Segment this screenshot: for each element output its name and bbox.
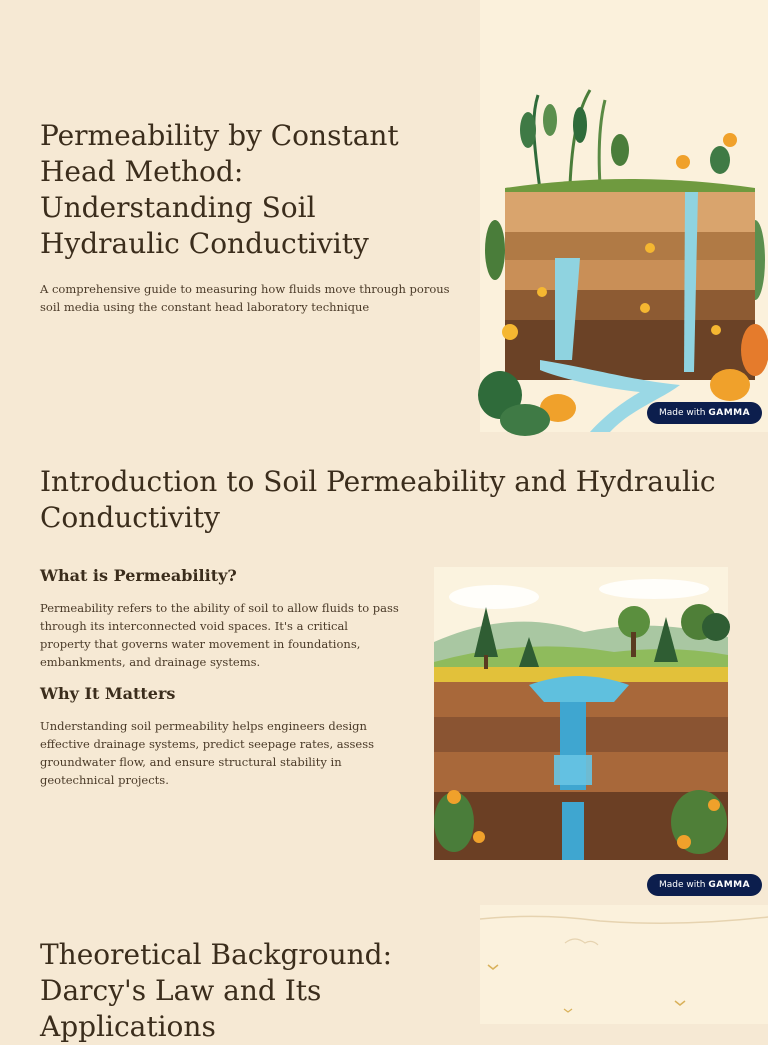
made-with-gamma-badge[interactable]: [647, 874, 762, 896]
gamma-logo: GAMMA: [708, 408, 751, 418]
what-is-permeability-body: Permeability refers to the ability of soil to allow fluids to pass through its interconnected void spaces. It's a critical property that governs water movement in foundations, embankments, and drainage systems.: [40, 601, 399, 669]
underground-water-illustration: [434, 567, 728, 860]
introduction-slide: [0, 448, 768, 903]
page-subtitle: A comprehensive guide to measuring how fluids move through porous soil media using the constant head laboratory technique: [40, 282, 450, 314]
badge-prefix: Made with: [659, 880, 706, 890]
section-title: Introduction to Soil Permeability and Hydraulic Conductivity: [40, 465, 716, 534]
sketch-landscape-illustration: [480, 905, 768, 1024]
why-it-matters-heading: Why It Matters: [40, 684, 176, 703]
title-slide: [0, 0, 768, 432]
made-with-gamma-badge[interactable]: [647, 402, 762, 424]
page-title: Permeability by Constant Head Method: Understanding Soil Hydraulic Conductivity: [40, 119, 399, 260]
section-title: Theoretical Background: Darcy's Law and Its Applications: [40, 938, 393, 1043]
why-it-matters-body: Understanding soil permeability helps engineers design effective drainage systems, predict seepage rates, assess groundwater flow, and ensure structural stability in geotechnical projects.: [40, 719, 375, 787]
soil-layers-illustration: [480, 0, 768, 432]
theory-slide: [0, 905, 768, 1043]
badge-prefix: Made with: [659, 408, 706, 418]
what-is-permeability-heading: What is Permeability?: [40, 566, 237, 585]
gamma-logo: GAMMA: [708, 880, 751, 890]
